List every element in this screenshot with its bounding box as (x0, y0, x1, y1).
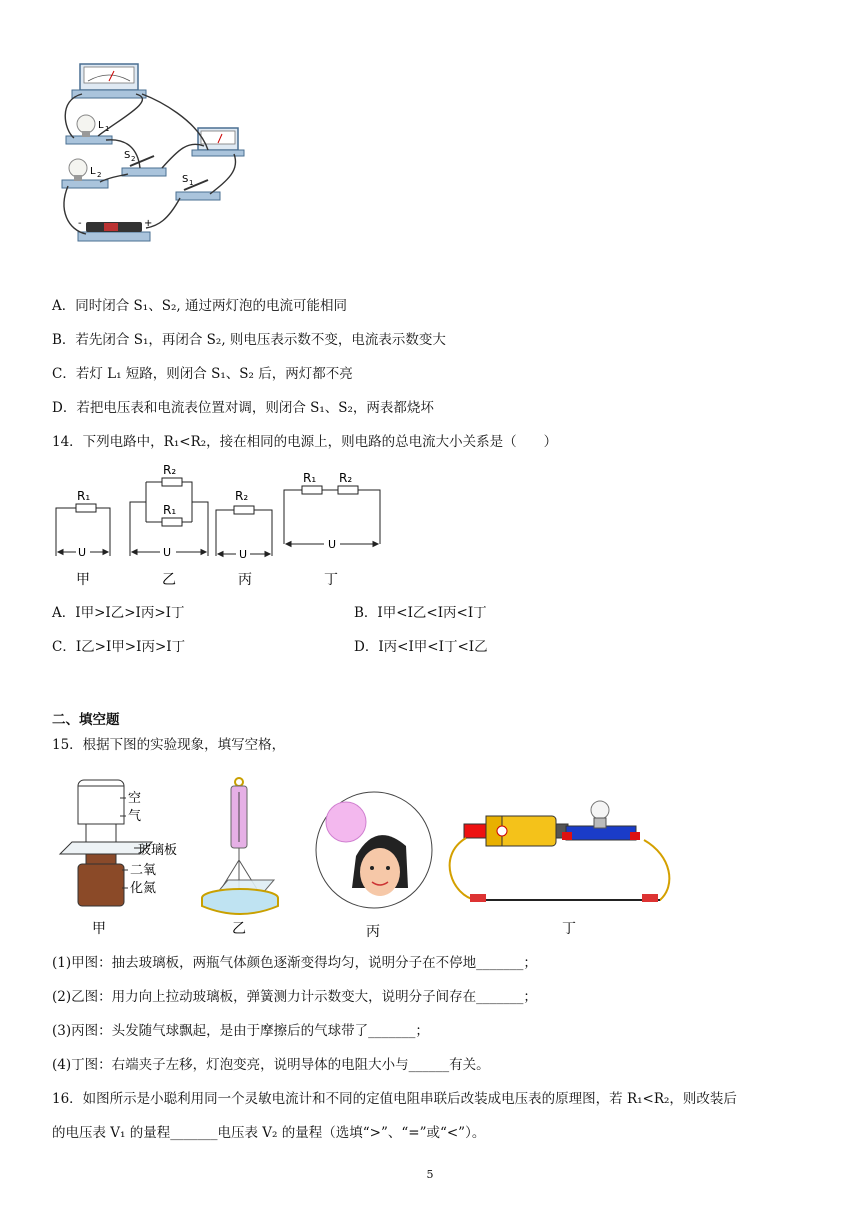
svg-text:L: L (90, 166, 96, 177)
r-label: R₁ (303, 471, 317, 485)
svg-text:化氮: 化氮 (130, 881, 157, 896)
q14-stem: 14．下列电路中，R₁<R₂，接在相同的电源上，则电路的总电流大小关系是（ ） (52, 434, 558, 450)
q15-stem: 15．根据下图的实验现象，填写空格， (52, 737, 286, 753)
battery-lamp-figure-ding (450, 801, 670, 902)
q14-option-b: B．I甲<I乙<I丙<I丁 (354, 605, 487, 621)
svg-text:二氧: 二氧 (130, 863, 157, 878)
u-label: U (328, 538, 337, 551)
svg-text:2: 2 (97, 171, 102, 179)
battery-pack (78, 218, 152, 241)
svg-text:1: 1 (189, 179, 194, 187)
caption: 丙 (238, 572, 252, 588)
u-label: U (239, 548, 248, 561)
svg-text:+: + (144, 218, 153, 229)
u-label: U (78, 546, 87, 559)
r-label: R₂ (235, 489, 249, 503)
caption: 丁 (562, 921, 576, 937)
svg-text:L: L (98, 120, 104, 131)
svg-text:气: 气 (128, 809, 142, 824)
circuit-ding (284, 486, 380, 544)
r-label: R₂ (339, 471, 353, 485)
svg-text:S: S (124, 150, 131, 161)
q15-blank-1: (1)甲图：抽去玻璃板，两瓶气体颜色逐渐变得均匀，说明分子在不停地_______； (52, 955, 537, 971)
q13-option-b: B．若先闭合 S₁，再闭合 S₂, 则电压表示数不变，电流表示数变大 (52, 332, 446, 348)
q14-option-a: A．I甲>I乙>I丙>I丁 (52, 605, 185, 621)
caption: 甲 (92, 921, 106, 937)
caption: 丙 (366, 924, 380, 938)
jars-figure-jia (60, 780, 177, 906)
q14-option-d: D．I丙<I甲<I丁<I乙 (354, 639, 488, 655)
q13-option-d: D．若把电压表和电流表位置对调，则闭合 S₁、S₂，两表都烧坏 (52, 400, 434, 416)
svg-text:空: 空 (128, 791, 142, 806)
page-number: 5 (426, 1168, 434, 1181)
circuit-yi (130, 478, 208, 556)
q16-line-1: 16．如图所示是小聪利用同一个灵敏电流计和不同的定值电阻串联后改装成电压表的原理图，若 R₁<R₂，则改装后 (52, 1091, 737, 1107)
svg-text:-: - (78, 218, 82, 229)
caption: 丁 (324, 572, 338, 588)
q15-figure (56, 776, 696, 938)
ammeter-right (192, 128, 244, 156)
switch-s1 (176, 174, 220, 200)
q13-option-a: A．同时闭合 S₁、S₂, 通过两灯泡的电流可能相同 (52, 298, 347, 314)
q16-line-2: 的电压表 V₁ 的量程_______电压表 V₂ 的量程（选填“>”、“=”或“<”）。 (52, 1125, 486, 1141)
svg-text:S: S (182, 174, 189, 185)
q15-blank-2: (2)乙图：用力向上拉动玻璃板，弹簧测力计示数变大，说明分子间存在_______； (52, 989, 537, 1005)
r-label: R₂ (163, 463, 177, 477)
svg-text:2: 2 (131, 155, 136, 163)
lamp-l1 (66, 115, 112, 144)
svg-text:1: 1 (105, 125, 110, 133)
r-label: R₁ (77, 489, 91, 503)
voltmeter-top (72, 64, 146, 98)
caption: 乙 (162, 572, 176, 588)
q13-option-c: C．若灯 L₁ 短路，则闭合 S₁、S₂ 后，两灯都不亮 (52, 366, 353, 382)
girl-balloon-figure-bing (316, 792, 432, 908)
q13-circuit-figure (48, 60, 248, 250)
lamp-l2 (62, 159, 108, 188)
r-label: R₁ (163, 503, 177, 517)
caption: 乙 (232, 921, 246, 937)
u-label: U (163, 546, 172, 559)
svg-text:玻璃板: 玻璃板 (138, 843, 178, 858)
q14-option-c: C．I乙>I甲>I丙>I丁 (52, 639, 186, 655)
q15-blank-4: (4)丁图：右端夹子左移，灯泡变亮，说明导体的电阻大小与______有关。 (52, 1057, 490, 1073)
q15-blank-3: (3)丙图：头发随气球飘起，是由于摩擦后的气球带了_______； (52, 1023, 429, 1039)
section-heading: 二、填空题 (52, 712, 120, 728)
q14-circuits-figure (48, 460, 388, 590)
caption: 甲 (76, 572, 90, 588)
switch-s2 (122, 150, 166, 176)
spring-scale-figure-yi (202, 778, 278, 914)
